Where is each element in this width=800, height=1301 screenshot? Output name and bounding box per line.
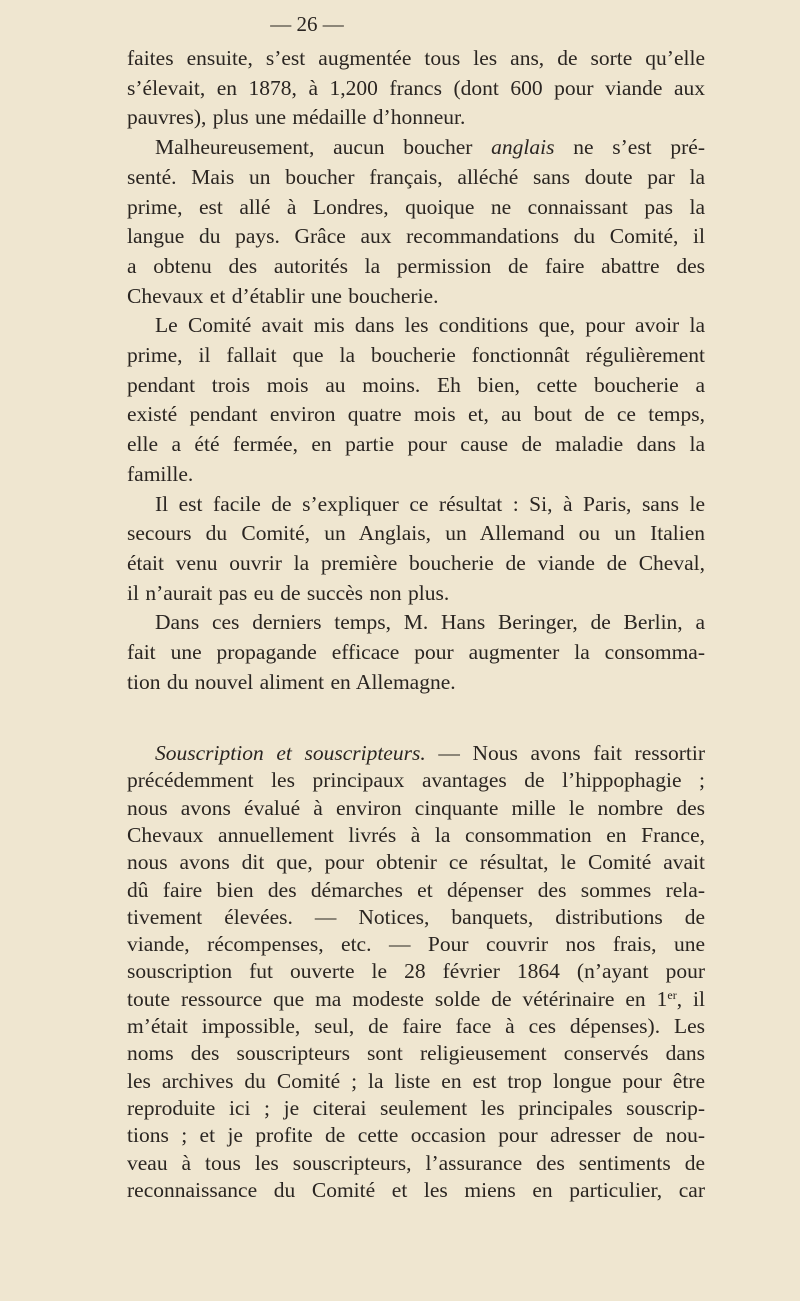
text-line: Chevaux et d’établir une boucherie. [127,283,439,308]
text-line: tions ; et je profite de cette occasion pour adresser de nou- [127,1123,705,1148]
text-line: les archives du Comité ; la liste en est trop longue pour être [127,1068,705,1093]
text-line: Le Comité avait mis dans les conditions que, pour avoir la [155,313,705,338]
text-line: reconnaissance du Comité et les miens en particulier, car [127,1177,705,1202]
text-line: senté. Mais un boucher français, alléché sans doute par la [127,164,705,189]
text-line: prime, est allé à Londres, quoique ne connaissant pas la [127,194,705,219]
text-line [127,984,705,1014]
text-line: Chevaux annuellement livrés à la consommation en France, [127,822,705,847]
text-line: elle a été fermée, en partie pour cause de maladie dans la [127,432,705,457]
text-line: viande, récompenses, etc. — Pour couvrir nos frais, une [127,932,705,957]
text-line: pauvres), plus une médaille d’honneur. [127,105,466,130]
text-segment: toute ressource que ma modeste solde de vétérinaire en 1 [127,986,668,1011]
text-line: fait une propagande efficace pour augmenter la consomma- [127,640,705,664]
text-segment: ne s’est pré- [554,135,705,160]
text-segment: — Nous avons fait ressortir [425,741,705,765]
italic-text: anglais [491,135,555,160]
text-line: tion du nouvel aliment en Allemagne. [127,669,456,694]
text-segment: , il [676,986,705,1011]
text-line: secours du Comité, un Anglais, un Allemand ou un Italien [127,521,705,546]
italic-text: Souscription et souscripteurs. [155,741,426,765]
text-line: a obtenu des autorités la permission de faire abattre des [127,253,705,278]
text-line: nous avons évalué à environ cinquante mille le nombre des [127,795,705,820]
text-line: tivement élevées. — Notices, banquets, distributions de [127,904,705,929]
page-number: — 26 — [270,12,344,36]
text-line: existé pendant environ quatre mois et, au bout de ce temps, [127,402,705,427]
text-line: s’élevait, en 1878, à 1,200 francs (dont 600 pour viande aux [127,75,705,100]
text-line: précédemment les principaux avantages de l’hippophagie ; [127,768,705,793]
text-line: veau à tous les souscripteurs, l’assurance des sentiments de [127,1150,705,1175]
text-line [155,738,705,768]
text-line: était venu ouvrir la première boucherie de viande de Cheval, [127,550,705,575]
text-line: prime, il fallait que la boucherie fonctionnât régulièrement [127,343,705,367]
text-line: reproduite ici ; je citerai seulement les principales souscrip- [127,1095,705,1120]
text-line: il n’aurait pas eu de succès non plus. [127,580,450,605]
text-line: langue du pays. Grâce aux recommandations du Comité, il [127,224,705,249]
text-line: dû faire bien des démarches et dépenser des sommes rela- [127,877,705,902]
text-line [155,132,705,162]
superscript: er [667,987,677,1002]
text-line: famille. [127,461,194,486]
text-line: Dans ces derniers temps, M. Hans Beringer, de Berlin, a [155,610,705,635]
text-line: souscription fut ouverte le 28 février 1864 (n’ayant pour [127,959,705,984]
text-line: pendant trois mois au moins. Eh bien, cette boucherie a [127,372,705,397]
text-line: m’était impossible, seul, de faire face à ces dépenses). Les [127,1014,705,1038]
text-line: faites ensuite, s’est augmentée tous les ans, de sorte qu’elle [127,46,705,70]
text-line: nous avons dit que, pour obtenir ce résultat, le Comité avait [127,850,705,875]
text-segment: Malheureusement, aucun boucher [155,135,492,160]
text-line: Il est facile de s’expliquer ce résultat : Si, à Paris, sans le [155,491,705,516]
text-line: noms des souscripteurs sont religieusement conservés dans [127,1041,705,1066]
